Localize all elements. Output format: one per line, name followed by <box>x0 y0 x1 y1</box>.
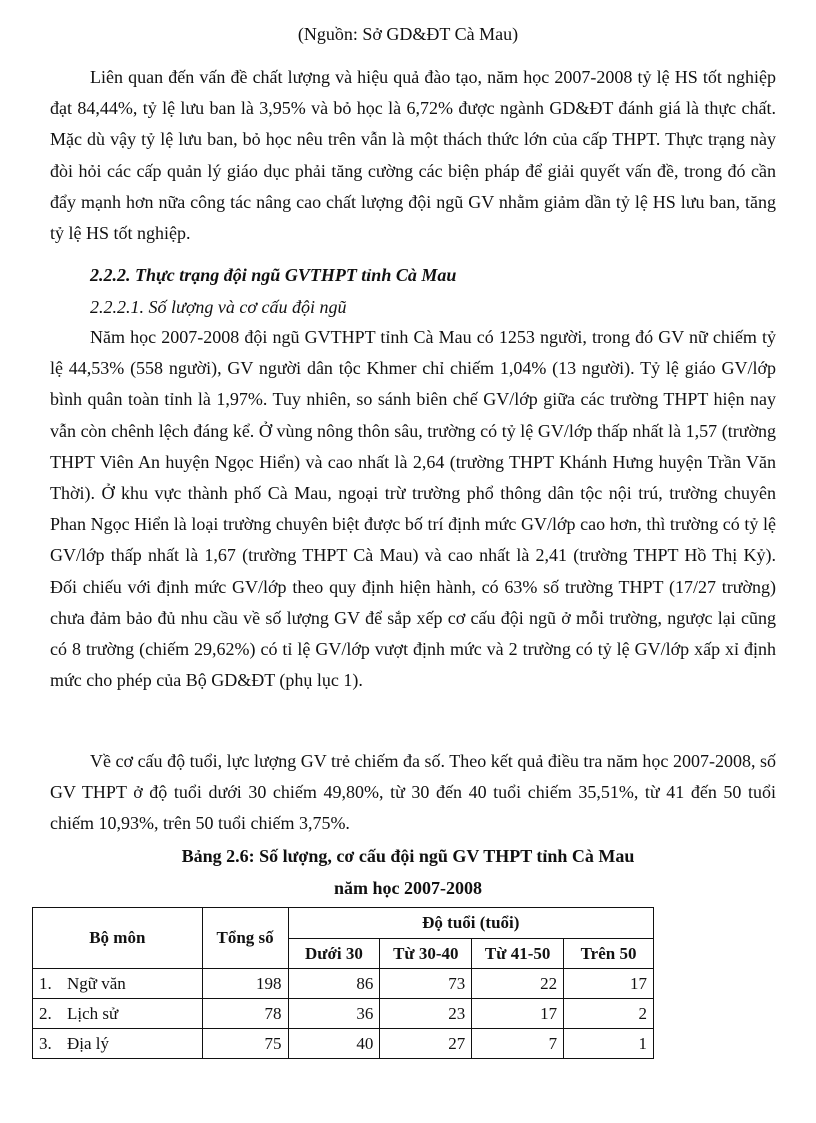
cell-30-40: 27 <box>380 1029 472 1059</box>
header-age-group: Độ tuổi (tuổi) <box>288 908 653 939</box>
table-caption: Bảng 2.6: Số lượng, cơ cấu đội ngũ GV THPT tỉnh Cà Mau <box>181 846 635 866</box>
cell-total: 75 <box>202 1029 288 1059</box>
header-30-40: Từ 30-40 <box>380 939 472 969</box>
row-index: 2. <box>39 1003 52 1023</box>
cell-total: 78 <box>202 999 288 1029</box>
teacher-age-table <box>32 907 654 1059</box>
table-caption-year: năm học 2007-2008 <box>334 878 482 898</box>
cell-over50: 17 <box>564 969 654 999</box>
header-under30: Dưới 30 <box>288 939 380 969</box>
cell-41-50: 17 <box>472 999 564 1029</box>
header-total: Tổng số <box>202 908 288 969</box>
cell-subject <box>33 969 203 999</box>
cell-subject <box>33 1029 203 1059</box>
cell-30-40: 23 <box>380 999 472 1029</box>
table-row <box>33 1029 654 1059</box>
row-index: 3. <box>39 1033 52 1053</box>
header-over50: Trên 50 <box>564 939 654 969</box>
header-41-50: Từ 41-50 <box>472 939 564 969</box>
row-index: 1. <box>39 973 52 993</box>
paragraph-staff-numbers: Năm học 2007-2008 đội ngũ GVTHPT tỉnh Cà Mau có 1253 người, trong đó GV nữ chiếm tỷ lệ 44,53% (558 người), GV người dân tộc Khmer chỉ chiếm 1,04% (13 người). Tỷ lệ giáo GV/lớp bình quân toàn tỉnh là 1,97%. Tuy nhiên, so sánh biên chế GV/lớp giữa các trường THPT hiện nay vẫn còn chênh lệch đáng kể. Ở vùng nông thôn sâu, trường có tỷ lệ GV/lớp thấp nhất là 1,57 (trường THPT Viên An huyện Ngọc Hiển) và cao nhất là 2,64 (trường THPT Khánh Hưng huyện Trần Văn Thời). Ở khu vực thành phố Cà Mau, ngoại trừ trường phổ thông dân tộc nội trú, trường chuyên Phan Ngọc Hiển là loại trường chuyên biệt được bố trí định mức GV/lớp cao hơn, thì trường có tỷ lệ GV/lớp thấp nhất là 1,67 (trường THPT Cà Mau) và cao nhất là 2,41 (trường THPT Hồ Thị Kỷ). Đối chiếu với định mức GV/lớp theo quy định hiện hành, có 63% số trường THPT (17/27 trường) chưa đảm bảo đủ nhu cầu về số lượng GV để sắp xếp cơ cấu đội ngũ ở mỗi trường, ngược lại cũng có 8 trường (chiếm 29,62%) có tỉ lệ GV/lớp vượt định mức và 2 trường có tỷ lệ GV/lớp xấp xỉ định mức cho phép của Bộ GD&ĐT (phụ lục 1). <box>50 327 776 691</box>
cell-30-40: 73 <box>380 969 472 999</box>
source-note: (Nguồn: Sở GD&ĐT Cà Mau) <box>297 24 519 44</box>
header-subject: Bộ môn <box>33 908 203 969</box>
subject-name: Ngữ văn <box>67 973 126 993</box>
subject-name: Địa lý <box>67 1033 110 1053</box>
cell-41-50: 22 <box>472 969 564 999</box>
cell-under30: 86 <box>288 969 380 999</box>
subsection-heading: 2.2.2.1. Số lượng và cơ cấu đội ngũ <box>90 297 347 317</box>
table-row <box>33 999 654 1029</box>
cell-41-50: 7 <box>472 1029 564 1059</box>
cell-over50: 1 <box>564 1029 654 1059</box>
paragraph-training-quality: Liên quan đến vấn đề chất lượng và hiệu quả đào tạo, năm học 2007-2008 tỷ lệ HS tốt nghiệp đạt 84,44%, tỷ lệ lưu ban là 3,95% và bỏ học là 6,72% được ngành GD&ĐT đánh giá là thực chất. Mặc dù vậy tỷ lệ lưu ban, bỏ học nêu trên vẫn là một thách thức lớn của cấp THPT. Thực trạng này đòi hỏi các cấp quản lý giáo dục phải tăng cường các biện pháp để giải quyết vấn đề, trong đó cần đẩy mạnh hơn nữa công tác nâng cao chất lượng đội ngũ GV nhằm giảm dần tỷ lệ HS lưu ban, tăng tỷ lệ HS tốt nghiệp. <box>50 67 776 244</box>
cell-over50: 2 <box>564 999 654 1029</box>
cell-under30: 36 <box>288 999 380 1029</box>
paragraph-age-structure: Về cơ cấu độ tuổi, lực lượng GV trẻ chiếm đa số. Theo kết quả điều tra năm học 2007-2008, số GV THPT ở độ tuổi dưới 30 chiếm 49,80%, từ 30 đến 40 tuổi chiếm 35,51%, từ 41 đến 50 tuổi chiếm 10,93%, trên 50 tuổi chiếm 3,75%. <box>50 751 776 834</box>
subject-name: Lịch sử <box>67 1003 119 1023</box>
section-heading: 2.2.2. Thực trạng đội ngũ GVTHPT tỉnh Cà Mau <box>90 265 457 285</box>
cell-subject <box>33 999 203 1029</box>
table-row <box>33 969 654 999</box>
cell-total: 198 <box>202 969 288 999</box>
cell-under30: 40 <box>288 1029 380 1059</box>
